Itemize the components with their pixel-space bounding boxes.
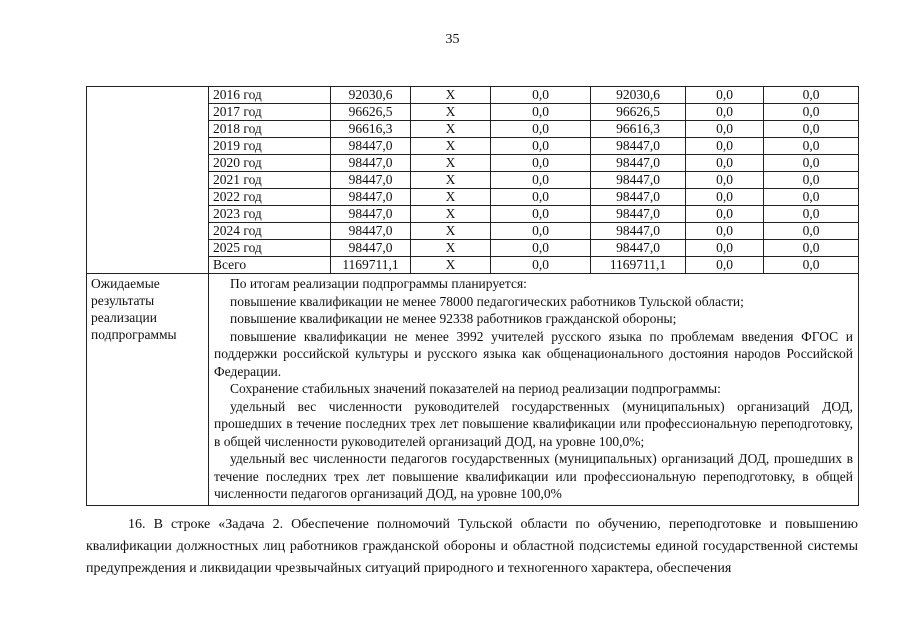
value-cell: 0,0	[686, 155, 764, 172]
value-cell: 0,0	[764, 206, 859, 223]
budget-table	[86, 86, 859, 506]
value-cell: X	[411, 155, 491, 172]
results-line: Сохранение стабильных значений показателей на период реализации подпрограммы:	[230, 381, 721, 396]
value-cell: 98447,0	[331, 155, 411, 172]
value-cell: 0,0	[491, 257, 591, 274]
value-cell: 0,0	[764, 172, 859, 189]
year-cell: 2020 год	[209, 155, 331, 172]
value-cell: 0,0	[491, 138, 591, 155]
value-cell: 0,0	[491, 87, 591, 104]
value-cell: 98447,0	[331, 240, 411, 257]
value-cell: 0,0	[764, 104, 859, 121]
results-line: повышение квалификации не менее 3992 учителей русского языка по проблемам введения ФГОС и поддержки российской культуры и русского языка как общенационального достояния народов Российской Федерации.	[214, 328, 853, 379]
value-cell: 0,0	[491, 189, 591, 206]
year-cell: 2016 год	[209, 87, 331, 104]
value-cell: 1169711,1	[591, 257, 686, 274]
results-row	[87, 274, 859, 506]
value-cell: 0,0	[491, 172, 591, 189]
results-line: удельный вес численности руководителей государственных (муниципальных) организаций ДОД, прошедших в течение последних трех лет повышение квалификации или профессиональную переподготовку, в общей численности руководителей организаций ДОД, на уровне 100,0%;	[214, 398, 853, 449]
value-cell: 0,0	[686, 121, 764, 138]
value-cell: 0,0	[491, 223, 591, 240]
results-line: повышение квалификации не менее 92338 работников гражданской обороны;	[230, 311, 677, 326]
value-cell: 98447,0	[331, 189, 411, 206]
value-cell: 92030,6	[591, 87, 686, 104]
results-label: Ожидаемые результаты реализации подпрограммы	[87, 274, 209, 506]
value-cell: 0,0	[686, 257, 764, 274]
paragraph-text: 16. В строке «Задача 2. Обеспечение полномочий Тульской области по обучению, переподготовке и повышению квалификации должностных лиц работников гражданской обороны и областной подсистемы единой государственной системы предупреждения и ликвидации чрезвычайных ситуаций природного и техногенного характера, обеспечения	[86, 517, 858, 576]
value-cell: 0,0	[491, 121, 591, 138]
value-cell: 1169711,1	[331, 257, 411, 274]
value-cell: 0,0	[764, 257, 859, 274]
body-paragraph	[86, 514, 858, 580]
value-cell: 0,0	[764, 121, 859, 138]
results-text	[209, 274, 859, 506]
value-cell: 0,0	[686, 240, 764, 257]
value-cell: 0,0	[764, 155, 859, 172]
value-cell: 0,0	[764, 240, 859, 257]
table-row	[87, 87, 859, 104]
year-cell: 2021 год	[209, 172, 331, 189]
value-cell: 0,0	[764, 138, 859, 155]
year-cell: 2024 год	[209, 223, 331, 240]
value-cell: 0,0	[686, 206, 764, 223]
value-cell: 0,0	[686, 189, 764, 206]
value-cell: 0,0	[686, 172, 764, 189]
year-cell: 2017 год	[209, 104, 331, 121]
year-cell: 2018 год	[209, 121, 331, 138]
value-cell: 98447,0	[591, 138, 686, 155]
value-cell: X	[411, 104, 491, 121]
value-cell: 98447,0	[591, 155, 686, 172]
value-cell: 0,0	[491, 155, 591, 172]
value-cell: 98447,0	[331, 172, 411, 189]
value-cell: 92030,6	[331, 87, 411, 104]
results-line: повышение квалификации не менее 78000 педагогических работников Тульской области;	[230, 293, 744, 309]
value-cell: X	[411, 240, 491, 257]
value-cell: 0,0	[764, 189, 859, 206]
value-cell: 98447,0	[591, 206, 686, 223]
value-cell: X	[411, 87, 491, 104]
year-cell: 2023 год	[209, 206, 331, 223]
empty-label-cell	[87, 87, 209, 274]
value-cell: 0,0	[491, 240, 591, 257]
page-number: 35	[445, 32, 460, 47]
results-line: По итогам реализации подпрограммы планируется:	[230, 276, 527, 291]
value-cell: X	[411, 189, 491, 206]
value-cell: 0,0	[764, 223, 859, 240]
value-cell: X	[411, 121, 491, 138]
year-cell: Всего	[209, 257, 331, 274]
value-cell: 96616,3	[331, 121, 411, 138]
value-cell: 0,0	[491, 104, 591, 121]
value-cell: 96616,3	[591, 121, 686, 138]
value-cell: 98447,0	[591, 240, 686, 257]
value-cell: 96626,5	[591, 104, 686, 121]
value-cell: X	[411, 223, 491, 240]
value-cell: 0,0	[686, 104, 764, 121]
value-cell: 98447,0	[591, 172, 686, 189]
value-cell: X	[411, 172, 491, 189]
value-cell: 98447,0	[591, 189, 686, 206]
results-line: удельный вес численности педагогов государственных (муниципальных) организаций ДОД, прошедших в течение последних трех лет повышение квалификации или профессиональную переподготовку, в общей численности педагогов организаций ДОД, на уровне 100,0%	[214, 451, 853, 501]
value-cell: 0,0	[764, 87, 859, 104]
year-cell: 2025 год	[209, 240, 331, 257]
value-cell: 96626,5	[331, 104, 411, 121]
value-cell: 98447,0	[591, 223, 686, 240]
value-cell: 98447,0	[331, 223, 411, 240]
year-cell: 2019 год	[209, 138, 331, 155]
value-cell: X	[411, 257, 491, 274]
year-rows	[87, 87, 859, 274]
value-cell: 0,0	[686, 138, 764, 155]
value-cell: 0,0	[686, 223, 764, 240]
value-cell: 0,0	[686, 87, 764, 104]
value-cell: X	[411, 206, 491, 223]
value-cell: X	[411, 138, 491, 155]
year-cell: 2022 год	[209, 189, 331, 206]
value-cell: 98447,0	[331, 206, 411, 223]
value-cell: 98447,0	[331, 138, 411, 155]
value-cell: 0,0	[491, 206, 591, 223]
